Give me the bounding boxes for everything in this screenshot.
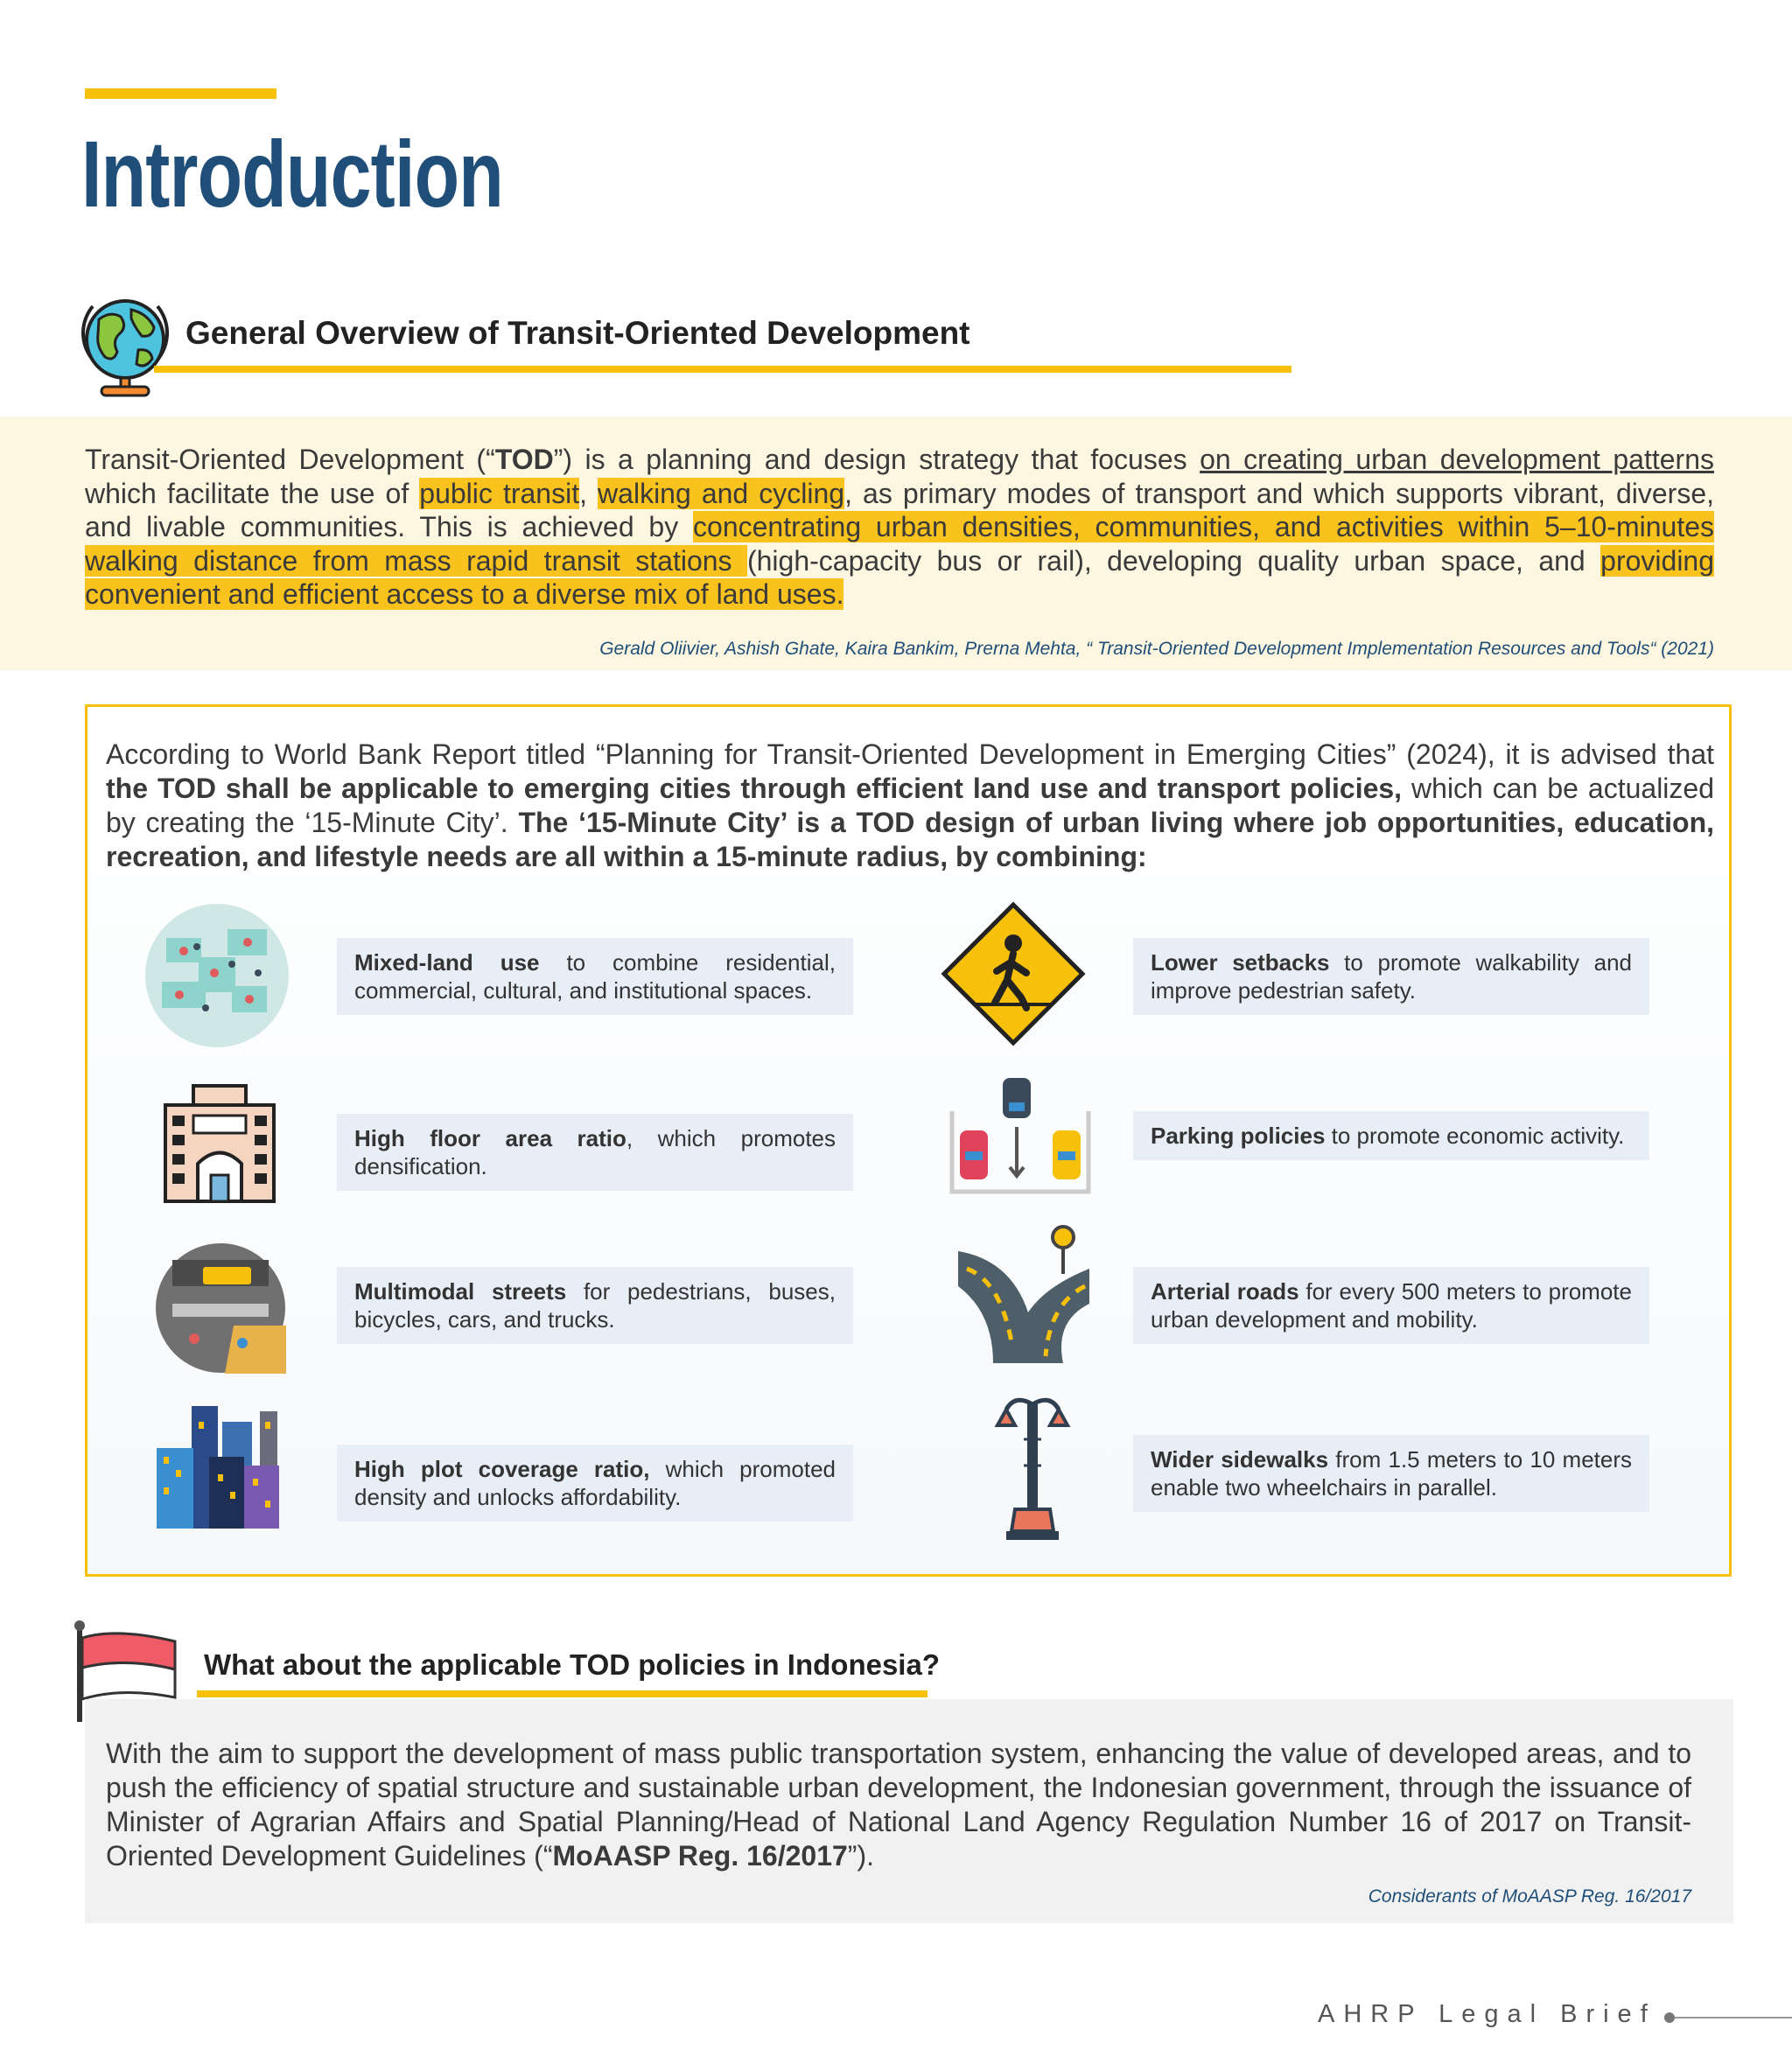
policy-title: Mixed-land use xyxy=(354,949,540,976)
text-run: , as primary modes of transport and which supports vibrant, diverse, and livable communities. This is achieved by xyxy=(85,477,1715,542)
page-title: Introduction xyxy=(81,121,503,227)
policy-desc: to promote walkability and improve pedestrian safety. xyxy=(1151,949,1633,1004)
road-icon xyxy=(958,1225,1098,1365)
indonesia-citation: Considerants of MoAASP Reg. 16/2017 xyxy=(1368,1886,1691,1907)
indonesia-heading-underline xyxy=(197,1690,928,1697)
footer-line xyxy=(1668,2017,1792,2019)
text-run: MoAASP Reg. 16/2017 xyxy=(552,1840,848,1872)
policy-item xyxy=(144,901,853,1050)
parking-icon xyxy=(948,1076,1093,1195)
globe-icon xyxy=(77,289,172,402)
indonesia-paragraph xyxy=(106,1737,1691,1873)
policy-item xyxy=(144,1404,853,1536)
highlighted-text: public transit xyxy=(419,477,580,509)
policy-card xyxy=(1133,1111,1649,1160)
policy-item xyxy=(941,1387,1649,1544)
worldbank-paragraph xyxy=(106,738,1714,874)
text-run: which can be actualized by creating the ‘15-Minute City’. xyxy=(106,773,1715,838)
policy-card xyxy=(1133,1435,1649,1512)
pedestrian-sign-icon xyxy=(941,901,1086,1046)
highlighted-text: concentrating urban densities, communities, and activities within 5–10-minutes walking distance from mass rapid transit stations xyxy=(85,511,1714,577)
policy-item xyxy=(941,1225,1649,1374)
street-lamp-icon xyxy=(989,1387,1076,1544)
title-accent-bar xyxy=(85,88,276,99)
underlined-text: on creating urban development patterns xyxy=(1200,444,1715,475)
policy-title: High plot coverage ratio, xyxy=(354,1456,650,1482)
overview-heading-underline xyxy=(154,366,1292,373)
overview-paragraph xyxy=(85,443,1714,612)
policy-title: Parking policies xyxy=(1151,1123,1326,1149)
policy-title: Wider sidewalks xyxy=(1151,1446,1329,1473)
policy-card xyxy=(337,938,853,1015)
policy-card xyxy=(337,1267,853,1344)
mixed-use-icon xyxy=(144,903,290,1048)
policy-desc: to promote economic activity. xyxy=(1325,1123,1625,1149)
highlighted-text: walking and cycling xyxy=(598,477,845,509)
text-run: With the aim to support the development of mass public transportation system, enhancing the value of developed areas, and to push the efficiency of spatial structure and sustainable urban development, the Indonesian government, through the issuance of Minister of Agrarian Affairs and Spatial Planning/Head of National Land Agency Regulation Number 16 of 2017 on Transit-Oriented Development Guidelines (“ xyxy=(106,1738,1691,1872)
text-run: , xyxy=(579,477,598,509)
policy-desc: which promoted density and unlocks affordability. xyxy=(354,1456,836,1510)
highlighted-text: providing convenient and efficient access to a diverse mix of land uses. xyxy=(85,544,1715,610)
policy-title: Lower setbacks xyxy=(1151,949,1330,976)
policy-card xyxy=(337,1445,853,1522)
policy-card xyxy=(1133,938,1649,1015)
policy-desc: from 1.5 meters to 10 meters enable two wheelchairs in parallel. xyxy=(1151,1446,1632,1501)
street-icon xyxy=(155,1242,286,1374)
overview-citation: Gerald Oliivier, Ashish Ghate, Kaira Bankim, Prerna Mehta, “ Transit-Oriented Development Implementation Resources and Tools“ (2021) xyxy=(599,639,1714,659)
policy-title: Multimodal streets xyxy=(354,1278,567,1305)
text-run: the TOD shall be applicable to emerging cities through efficient land use and transport policies, xyxy=(106,773,1403,804)
policy-card xyxy=(337,1114,853,1191)
overview-heading: General Overview of Transit-Oriented Development xyxy=(186,315,970,351)
policy-item xyxy=(941,901,1649,1050)
text-run: ”) is a planning and design strategy that focuses xyxy=(553,444,1200,475)
text-run: TOD xyxy=(494,444,554,475)
policy-desc: to combine residential, commercial, cultural, and institutional spaces. xyxy=(354,949,836,1004)
policy-title: Arterial roads xyxy=(1151,1278,1299,1305)
policy-item xyxy=(144,1081,853,1212)
text-run: which facilitate the use of xyxy=(85,477,420,509)
indonesia-heading: What about the applicable TOD policies in Indonesia? xyxy=(204,1648,940,1681)
text-run: ”). xyxy=(847,1840,874,1872)
policy-item xyxy=(144,1242,853,1374)
policy-desc: for pedestrians, buses, bicycles, cars, and trucks. xyxy=(354,1278,836,1333)
footer-brand: AHRP Legal Brief xyxy=(1318,2000,1656,2028)
footer-dot xyxy=(1664,2012,1675,2023)
text-run: Transit-Oriented Development (“ xyxy=(85,444,495,475)
policy-card xyxy=(1133,1267,1649,1344)
policy-desc: for every 500 meters to promote urban development and mobility. xyxy=(1151,1278,1632,1333)
policy-desc: , which promotes densification. xyxy=(354,1125,836,1179)
building-icon xyxy=(158,1081,281,1205)
text-run: According to World Bank Report titled “Planning for Transit-Oriented Development in Emerging Cities” (2024), it is advised that xyxy=(106,738,1714,770)
city-skyline-icon xyxy=(157,1404,284,1531)
overview-section-heading xyxy=(77,289,1302,402)
text-run: The ‘15-Minute City’ is a TOD design of urban living where job opportunities, education, recreation, and lifestyle needs are all within a 15-minute radius, by combining: xyxy=(106,807,1715,872)
text-run: (high-capacity bus or rail), developing quality urban space, and xyxy=(746,544,1601,577)
policy-item xyxy=(941,1072,1649,1203)
policy-title: High floor area ratio xyxy=(354,1125,626,1151)
